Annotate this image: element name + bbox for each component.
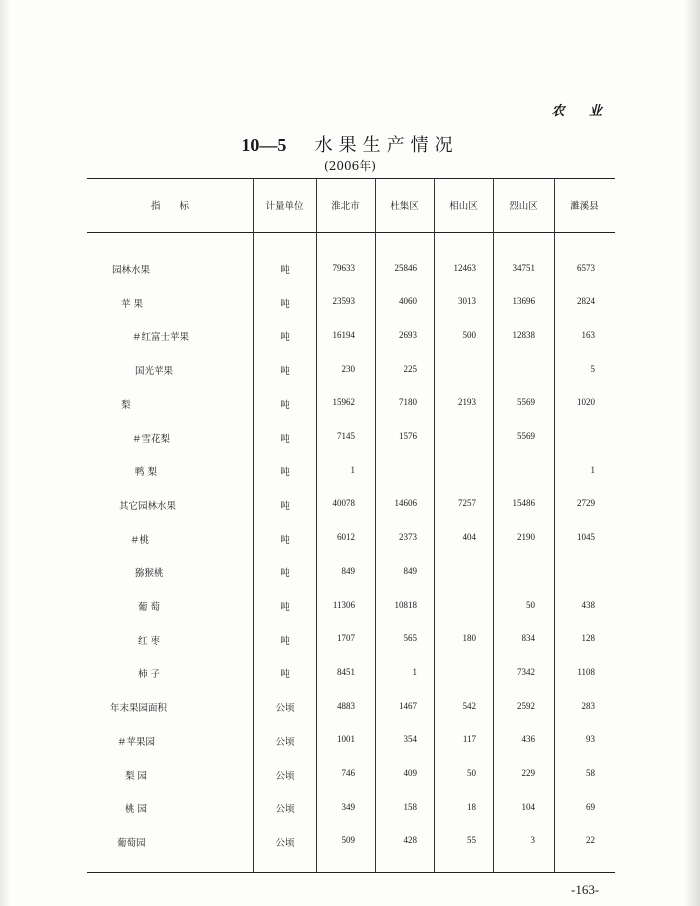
row-apple-value: 4060 xyxy=(399,296,417,307)
row-pear-value: 15962 xyxy=(332,397,355,408)
row-apple-indicator: 苹 果 xyxy=(121,298,144,310)
row-ya-pear-value: 1 xyxy=(350,464,355,475)
header-bottom-rule xyxy=(87,232,615,233)
row-pear-value: 5569 xyxy=(517,397,535,408)
row-grape-value: 438 xyxy=(581,599,595,610)
row-pear-orchard-value: 746 xyxy=(341,768,355,778)
row-pear-orchard-unit: 公顷 xyxy=(275,770,295,782)
header-indicator: 指 标 xyxy=(150,201,189,212)
row-garden-fruit-value: 6573 xyxy=(577,262,595,273)
row-guoguang-apple-indicator: 国光苹果 xyxy=(135,366,174,378)
row-apple-value: 2824 xyxy=(577,296,595,307)
row-fuji-apple-value: 500 xyxy=(462,329,476,340)
row-vineyard-value: 509 xyxy=(341,835,355,846)
header-xiangshan: 相山区 xyxy=(449,201,478,212)
header-huaibei: 淮北市 xyxy=(331,201,360,212)
row-orchard-area-value: 542 xyxy=(462,700,476,711)
row-apple-value: 3013 xyxy=(458,296,476,307)
row-snow-pear-indicator: ＃雪花梨 xyxy=(132,433,171,445)
row-jujube-value: 834 xyxy=(521,633,535,644)
row-peach-orchard-value: 349 xyxy=(341,801,355,812)
row-snow-pear-value: 7145 xyxy=(337,431,355,441)
table-title-text: 水果生产情况 xyxy=(314,135,459,156)
row-snow-pear-value: 5569 xyxy=(517,431,535,441)
row-grape-value: 50 xyxy=(526,599,535,610)
row-orchard-area-value: 4883 xyxy=(337,700,355,711)
row-guoguang-apple-value: 230 xyxy=(341,363,355,374)
row-peach-orchard-value: 158 xyxy=(403,801,417,812)
row-pear-orchard-indicator: 梨 园 xyxy=(125,770,148,782)
row-jujube-unit: 吨 xyxy=(280,635,290,647)
row-grape-unit: 吨 xyxy=(280,602,290,613)
row-grape-value: 11306 xyxy=(332,599,355,610)
row-pear-orchard-value: 409 xyxy=(403,768,417,778)
row-pear-value: 7180 xyxy=(399,397,417,408)
row-other-fruit-value: 15486 xyxy=(512,498,535,509)
row-guoguang-apple-value: 225 xyxy=(403,363,417,374)
row-peach-value: 2190 xyxy=(517,532,535,543)
row-grape-indicator: 葡 萄 xyxy=(138,602,161,613)
row-persimmon-indicator: 柿 子 xyxy=(138,669,161,681)
row-peach-orchard-value: 104 xyxy=(521,801,535,812)
header-unit: 计量单位 xyxy=(265,201,304,212)
table-bottom-rule xyxy=(87,872,615,873)
row-kiwi-value: 849 xyxy=(403,565,417,576)
row-garden-fruit-value: 79633 xyxy=(332,262,355,273)
row-persimmon-value: 8451 xyxy=(337,666,355,677)
table-number: 10—5 xyxy=(241,135,287,155)
row-other-fruit-indicator: 其它园林水果 xyxy=(119,500,177,512)
row-peach-unit: 吨 xyxy=(280,534,290,546)
row-guoguang-apple-unit: 吨 xyxy=(280,366,290,378)
row-pear-value: 1020 xyxy=(577,397,595,408)
row-apple-orchard-value: 354 xyxy=(403,734,417,745)
row-pear-value: 2193 xyxy=(458,397,476,408)
row-garden-fruit-value: 25846 xyxy=(394,262,417,273)
row-fuji-apple-value: 163 xyxy=(581,329,595,340)
row-other-fruit-value: 2729 xyxy=(577,498,595,509)
row-persimmon-value: 7342 xyxy=(517,666,535,677)
row-fuji-apple-unit: 吨 xyxy=(280,332,290,344)
row-apple-orchard-value: 1001 xyxy=(337,734,355,745)
row-apple-orchard-value: 93 xyxy=(586,734,595,745)
row-jujube-value: 565 xyxy=(403,633,417,644)
row-fuji-apple-value: 16194 xyxy=(332,329,355,340)
row-orchard-area-unit: 公顷 xyxy=(275,703,295,715)
row-peach-orchard-value: 18 xyxy=(467,801,476,812)
row-other-fruit-unit: 吨 xyxy=(280,500,290,512)
row-orchard-area-value: 2592 xyxy=(517,700,535,711)
row-pear-orchard-value: 58 xyxy=(586,768,595,778)
row-apple-orchard-indicator: ＃苹果园 xyxy=(117,736,156,748)
table-title xyxy=(0,131,700,157)
row-pear-indicator: 梨 xyxy=(121,399,131,411)
row-peach-value: 1045 xyxy=(577,532,595,543)
row-peach-value: 404 xyxy=(462,532,476,543)
row-orchard-area-value: 1467 xyxy=(399,700,417,711)
row-persimmon-value: 1 xyxy=(412,666,417,677)
header-lieshan: 烈山区 xyxy=(509,201,538,212)
row-ya-pear-value: 1 xyxy=(590,464,595,475)
row-peach-value: 6012 xyxy=(337,532,355,543)
section-label: 农 业 xyxy=(551,104,612,119)
row-jujube-value: 180 xyxy=(462,633,476,644)
row-garden-fruit-indicator: 园林水果 xyxy=(112,265,151,276)
row-vineyard-value: 428 xyxy=(403,835,417,846)
row-garden-fruit-unit: 吨 xyxy=(280,265,290,276)
row-vineyard-value: 55 xyxy=(467,835,476,846)
row-pear-unit: 吨 xyxy=(280,399,290,411)
row-vineyard-indicator: 葡萄园 xyxy=(117,837,146,849)
row-grape-value: 10818 xyxy=(394,599,417,610)
page-number: -163- xyxy=(571,882,600,897)
row-fuji-apple-value: 12838 xyxy=(512,329,535,340)
row-other-fruit-value: 14606 xyxy=(394,498,417,509)
row-kiwi-value: 849 xyxy=(341,565,355,576)
header-suixi: 濉溪县 xyxy=(570,201,599,212)
row-fuji-apple-value: 2693 xyxy=(399,329,417,340)
table-year: (2006年) xyxy=(324,159,376,173)
row-pear-orchard-value: 50 xyxy=(467,768,476,778)
row-garden-fruit-value: 34751 xyxy=(512,262,535,273)
row-snow-pear-unit: 吨 xyxy=(280,433,290,445)
row-snow-pear-value: 1576 xyxy=(399,431,417,441)
row-peach-value: 2373 xyxy=(399,532,417,543)
row-apple-orchard-value: 436 xyxy=(521,734,535,745)
header-duji: 杜集区 xyxy=(390,201,419,212)
row-vineyard-unit: 公顷 xyxy=(275,837,295,849)
row-apple-orchard-value: 117 xyxy=(462,734,476,745)
row-apple-value: 13696 xyxy=(512,296,535,307)
row-ya-pear-indicator: 鸭 梨 xyxy=(135,467,158,479)
row-peach-indicator: ＃桃 xyxy=(130,534,150,546)
row-other-fruit-value: 40078 xyxy=(332,498,355,509)
row-persimmon-unit: 吨 xyxy=(280,669,290,681)
row-fuji-apple-indicator: ＃红富士苹果 xyxy=(132,332,190,344)
row-guoguang-apple-value: 5 xyxy=(590,363,595,374)
row-peach-orchard-unit: 公顷 xyxy=(275,804,295,816)
row-orchard-area-indicator: 年末果园面积 xyxy=(110,703,168,715)
row-orchard-area-value: 283 xyxy=(581,700,595,711)
row-kiwi-unit: 吨 xyxy=(280,568,290,580)
row-garden-fruit-value: 12463 xyxy=(453,262,476,273)
row-apple-orchard-unit: 公顷 xyxy=(275,736,295,748)
row-vineyard-value: 3 xyxy=(530,835,535,846)
row-jujube-value: 128 xyxy=(581,633,595,644)
row-persimmon-value: 1108 xyxy=(577,666,595,677)
row-peach-orchard-indicator: 桃 园 xyxy=(125,804,148,816)
row-kiwi-indicator: 猕猴桃 xyxy=(135,568,164,580)
row-vineyard-value: 22 xyxy=(586,835,595,846)
row-peach-orchard-value: 69 xyxy=(586,801,595,812)
row-pear-orchard-value: 229 xyxy=(521,768,535,778)
row-apple-value: 23593 xyxy=(332,296,355,307)
row-other-fruit-value: 7257 xyxy=(458,498,476,509)
row-jujube-value: 1707 xyxy=(337,633,355,644)
row-ya-pear-unit: 吨 xyxy=(280,467,290,479)
row-jujube-indicator: 红 枣 xyxy=(138,635,161,647)
row-apple-unit: 吨 xyxy=(280,298,290,310)
